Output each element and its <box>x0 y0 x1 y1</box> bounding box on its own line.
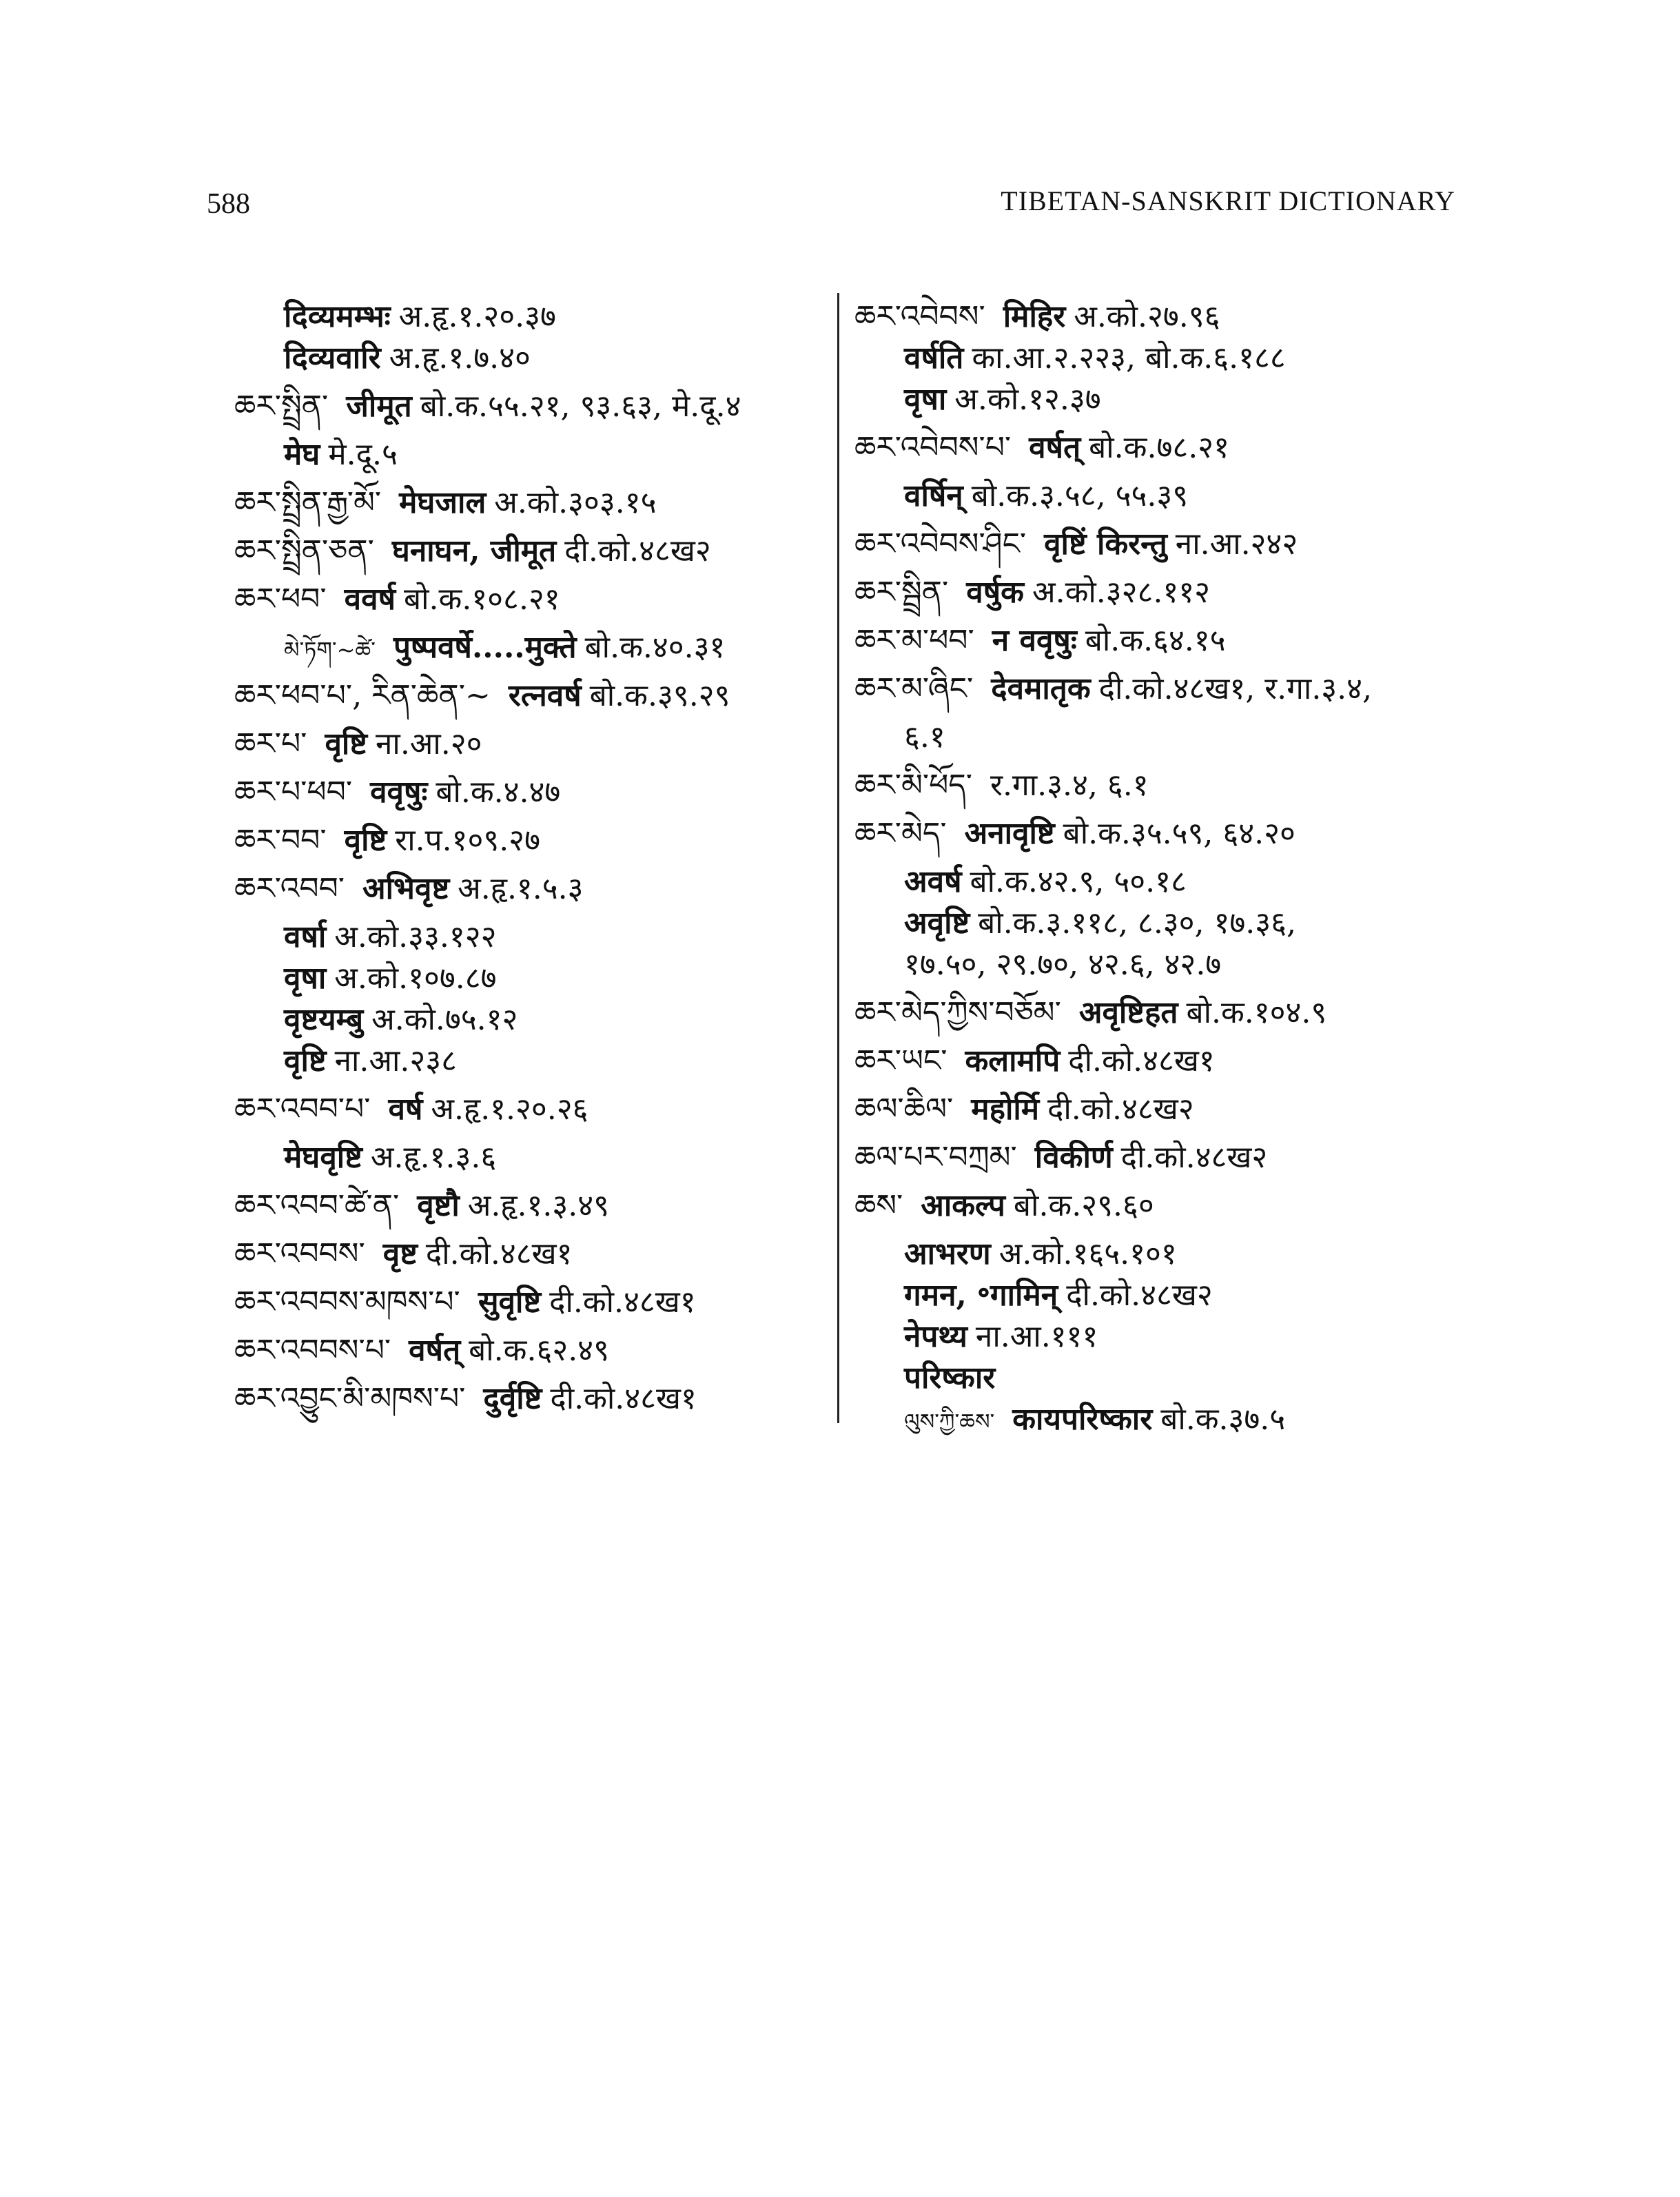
sanskrit-equivalent: परिष्कार <box>904 1360 996 1396</box>
entry-line <box>904 944 1221 985</box>
tibetan-headword: ཆར་འབབས་ <box>234 1236 365 1271</box>
page-number: 588 <box>207 188 250 220</box>
entry-line <box>854 992 1326 1034</box>
source-reference: दी.को.४८ख१, र.गा.३.४, <box>1098 671 1373 706</box>
entry-line <box>854 572 1210 613</box>
sanskrit-equivalent: घनाघन, जीमूत <box>391 533 557 569</box>
tibetan-headword: ལུས་ཀྱི་ཆས་ <box>904 1409 995 1435</box>
source-reference: बो.क.३५.५९, ६४.२० <box>1063 816 1295 851</box>
entry-line <box>904 1316 1098 1358</box>
entry-line <box>284 958 496 999</box>
entry-line <box>854 765 1149 806</box>
source-reference: अ.को.१०७.८७ <box>334 961 497 996</box>
source-reference: दी.को.४८ख१ <box>550 1381 697 1416</box>
sanskrit-equivalent: अवृष्टिहत <box>1078 995 1178 1030</box>
tibetan-headword: ཆར་འབབས་པ་ <box>234 1333 391 1368</box>
sanskrit-equivalent: वृष्टयम्बु <box>284 1002 364 1037</box>
sanskrit-equivalent: वृष्टि <box>344 823 387 858</box>
tibetan-headword: ཆས་ <box>854 1188 903 1223</box>
tibetan-headword: ཆར་པ་ <box>234 726 307 762</box>
tibetan-headword: ཆར་པ་ཕབ་ <box>234 775 353 810</box>
source-reference: बो.क.३७.५ <box>1160 1402 1286 1437</box>
entry-line <box>854 813 1295 855</box>
source-reference: १७.५०, २९.७०, ४२.६, ४२.७ <box>904 947 1222 982</box>
entry-line <box>234 820 540 861</box>
source-reference: दी.को.४८ख२ <box>1120 1140 1268 1175</box>
entry-line <box>904 379 1101 420</box>
source-reference: दी.को.४८ख२ <box>1047 1092 1194 1127</box>
sanskrit-equivalent: विकीर्ण <box>1034 1140 1113 1175</box>
source-reference: अ.हृ.१.३.४९ <box>467 1188 610 1223</box>
source-reference: मे.दू.५ <box>328 437 398 472</box>
sanskrit-equivalent: अवर्ष <box>904 864 962 899</box>
entry-line <box>284 338 531 379</box>
source-reference: बो.क.१०४.९ <box>1186 995 1327 1030</box>
source-reference: ना.आ.२३८ <box>334 1043 457 1079</box>
sanskrit-equivalent: जीमूत <box>346 389 412 424</box>
tibetan-headword: ཆར་སྤྲིན་ཅན་ <box>234 533 374 569</box>
tibetan-headword: ཆར་སྤྲིན་ <box>234 389 329 424</box>
tibetan-headword: ཆར་མེད་ཀྱིས་བཅོམ་ <box>854 995 1061 1030</box>
entry-line <box>234 482 656 524</box>
entry-line <box>904 1234 1177 1275</box>
sanskrit-equivalent: गमन, ॰गामिन् <box>904 1278 1058 1313</box>
source-reference: अ.को.३०३.१५ <box>494 485 657 520</box>
source-reference: अ.हृ.१.३.६ <box>370 1140 497 1175</box>
sanskrit-equivalent: अवृष्टि <box>904 906 970 941</box>
tibetan-headword: ཆར་འབེབས་ཤིང་ <box>854 527 1027 562</box>
sanskrit-equivalent: सुवृष्टि <box>478 1285 542 1320</box>
entry-line <box>234 579 560 620</box>
source-reference: बो.क.३.११८, ८.३०, १७.३६, <box>978 906 1297 941</box>
source-reference: अ.को.२७.९६ <box>1074 299 1220 334</box>
sanskrit-equivalent: वर्षत् <box>1029 430 1081 465</box>
entry-line <box>234 675 730 717</box>
source-reference: अ.को.३३.१२२ <box>334 919 497 954</box>
entry-line <box>284 999 518 1041</box>
entry-line <box>234 1330 609 1371</box>
tibetan-headword: ཆར་སྤྲིན་རྒྱ་མོ་ <box>234 485 382 520</box>
entry-line <box>234 1185 609 1227</box>
entry-line <box>854 524 1298 565</box>
source-reference: बो.क.६२.४९ <box>469 1333 609 1368</box>
entry-line <box>284 627 725 671</box>
entry-line <box>854 1185 1154 1227</box>
source-reference: बो.क.३९.२९ <box>589 678 730 713</box>
sanskrit-equivalent: अभिवृष्ट <box>362 871 450 906</box>
source-reference: दी.को.४८ख२ <box>564 533 711 569</box>
source-reference: अ.हृ.१.७.४० <box>389 340 531 376</box>
source-reference: दी.को.४८ख१ <box>425 1236 573 1271</box>
tibetan-headword: ཆར་བབ་ <box>234 823 327 858</box>
sanskrit-equivalent: आभरण <box>904 1236 991 1271</box>
source-reference: बो.क.२९.६० <box>1013 1188 1154 1223</box>
entry-line <box>234 1378 697 1420</box>
entry-line <box>284 1041 457 1082</box>
tibetan-headword: ཆར་མ་ཞིང་ <box>854 671 974 706</box>
sanskrit-equivalent: वर्ष <box>388 1092 423 1127</box>
source-reference: रा.प.१०९.२७ <box>395 823 540 858</box>
entry-line <box>284 917 496 958</box>
sanskrit-equivalent: ववर्ष <box>344 582 396 617</box>
source-reference: बो.क.४२.९, ५०.१८ <box>970 864 1187 899</box>
source-reference: अ.को.१६५.१०१ <box>998 1236 1177 1271</box>
entry-line <box>904 1399 1285 1442</box>
tibetan-headword: ཆར་ཡང་ <box>854 1043 947 1079</box>
source-reference: अ.को.१२.३७ <box>954 382 1101 417</box>
tibetan-headword: ཆར་མེད་ <box>854 816 947 851</box>
sanskrit-equivalent: नेपथ्य <box>904 1319 967 1354</box>
entry-line <box>904 861 1187 903</box>
entry-line <box>284 434 398 476</box>
sanskrit-equivalent: वर्षुक <box>966 575 1024 610</box>
entry-line <box>904 476 1188 517</box>
sanskrit-equivalent: वृषा <box>284 961 327 996</box>
source-reference: अ.हृ.१.२०.२६ <box>431 1092 588 1127</box>
entry-line <box>234 1234 572 1275</box>
sanskrit-equivalent: वृष्टि <box>284 1043 327 1079</box>
entry-line <box>904 1358 1003 1399</box>
entry-line <box>234 772 560 813</box>
tibetan-headword: ཆར་འབབས་མཁས་པ་ <box>234 1285 460 1320</box>
source-reference: अ.हृ.१.२०.३७ <box>398 299 556 334</box>
source-reference: बो.क.३.५८, ५५.३९ <box>971 478 1189 513</box>
source-reference: ना.आ.१११ <box>975 1319 1098 1354</box>
sanskrit-equivalent: दिव्यमम्भः <box>284 299 391 334</box>
source-reference: ना.आ.२४२ <box>1175 527 1298 562</box>
sanskrit-equivalent: दिव्यवारि <box>284 340 381 376</box>
source-reference: बो.क.४०.३१ <box>584 630 726 665</box>
sanskrit-equivalent: मेघ <box>284 437 320 472</box>
sanskrit-equivalent: देवमातृक <box>991 671 1091 706</box>
sanskrit-equivalent: आकल्प <box>921 1188 1005 1223</box>
sanskrit-equivalent: वृष्टौ <box>417 1188 460 1223</box>
sanskrit-equivalent: मिहिर <box>1003 299 1066 334</box>
entry-line <box>234 868 584 910</box>
entry-line <box>904 338 1286 379</box>
entry-line <box>854 1089 1194 1130</box>
sanskrit-equivalent: रत्नवर्ष <box>508 678 582 713</box>
tibetan-headword: ཆར་འབེབས་ <box>854 299 985 334</box>
tibetan-headword: ཆལ་པར་བཀྲམ་ <box>854 1140 1017 1175</box>
entry-line <box>904 1275 1213 1316</box>
source-reference: बो.क.४.४७ <box>436 775 561 810</box>
sanskrit-equivalent: अनावृष्टि <box>964 816 1055 851</box>
entry-line <box>854 296 1220 338</box>
tibetan-headword: ཆར་འབྱུང་མི་མཁས་པ་ <box>234 1381 466 1416</box>
entry-line <box>284 1137 496 1178</box>
entry-line <box>284 296 556 338</box>
sanskrit-equivalent: वर्षिन् <box>904 478 963 513</box>
source-reference: दी.को.४८ख१ <box>1068 1043 1215 1079</box>
entry-line <box>854 1041 1215 1082</box>
source-reference: बो.क.७८.२१ <box>1089 430 1229 465</box>
sanskrit-equivalent: वर्षत् <box>409 1333 461 1368</box>
sanskrit-equivalent: पुष्पवर्षे.....मुक्ते <box>393 630 577 665</box>
tibetan-headword: ཆར་འབབ་པ་ <box>234 1092 371 1127</box>
entry-line <box>854 620 1226 662</box>
sanskrit-equivalent: कलामपि <box>965 1043 1061 1079</box>
source-reference: अ.को.७५.१२ <box>371 1002 518 1037</box>
sanskrit-equivalent: वृषा <box>904 382 947 417</box>
source-reference: बो.क.१०८.२१ <box>404 582 560 617</box>
entry-line <box>234 531 711 572</box>
sanskrit-equivalent: महोर्मि <box>971 1092 1040 1127</box>
tibetan-headword: ཆར་མི་ཕོད་ <box>854 768 973 803</box>
entry-line <box>234 1089 588 1130</box>
source-reference: अ.को.३२८.११२ <box>1032 575 1211 610</box>
entry-line <box>904 717 945 758</box>
source-reference: दी.को.४८ख१ <box>549 1285 696 1320</box>
sanskrit-equivalent: वृष्टिं किरन्तु <box>1044 527 1167 562</box>
entry-line <box>234 724 482 765</box>
entry-line <box>854 1137 1267 1178</box>
source-reference: ना.आ.२० <box>376 726 482 762</box>
tibetan-headword: ཆར་འབབ་ <box>234 871 345 906</box>
sanskrit-equivalent: कायपरिष्कार <box>1012 1402 1153 1437</box>
tibetan-headword: ཆར་མ་ཕབ་ <box>854 623 974 658</box>
sanskrit-equivalent: वर्षति <box>904 340 964 376</box>
source-reference: ६.१ <box>904 719 945 755</box>
source-reference: का.आ.२.२२३, बो.क.६.१८८ <box>972 340 1286 376</box>
sanskrit-equivalent: न ववृषुः <box>992 623 1077 658</box>
sanskrit-equivalent: वर्षा <box>284 919 327 954</box>
entry-line <box>234 386 741 427</box>
tibetan-headword: ཆར་འབབ་ཚེ་ན་ <box>234 1188 400 1223</box>
tibetan-headword: ཆར་འབེབས་པ་ <box>854 430 1012 465</box>
sanskrit-equivalent: मेघजाल <box>399 485 486 520</box>
entry-line <box>854 668 1372 710</box>
tibetan-headword: ཆར་ཕབ་པ་, རིན་ཆེན་~ <box>234 678 491 713</box>
source-reference: अ.हृ.१.५.३ <box>458 871 584 906</box>
tibetan-headword: ཆལ་ཆིལ་ <box>854 1092 954 1127</box>
column-divider <box>837 293 839 1423</box>
tibetan-headword: ཆར་ཕབ་ <box>234 582 327 617</box>
sanskrit-equivalent: दुर्वृष्टि <box>483 1381 542 1416</box>
sanskrit-equivalent: ववृषुः <box>370 775 428 810</box>
sanskrit-equivalent: वृष्टि <box>325 726 367 762</box>
entry-line <box>854 427 1229 469</box>
source-reference: र.गा.३.४, ६.१ <box>990 768 1149 803</box>
running-title: TIBETAN-SANSKRIT DICTIONARY <box>1001 185 1455 216</box>
source-reference: बो.क.६४.१५ <box>1085 623 1226 658</box>
entry-line <box>904 903 1296 944</box>
sanskrit-equivalent: वृष्ट <box>382 1236 418 1271</box>
source-reference: दी.को.४८ख२ <box>1066 1278 1213 1313</box>
tibetan-headword: མེ་ཏོག་~ཚེ་ <box>284 637 376 663</box>
entry-line <box>234 1282 696 1323</box>
tibetan-headword: ཆར་སྦྲིན་ <box>854 575 949 610</box>
sanskrit-equivalent: मेघवृष्टि <box>284 1140 362 1175</box>
source-reference: बो.क.५५.२१, ९३.६३, मे.दू.४ <box>420 389 741 424</box>
